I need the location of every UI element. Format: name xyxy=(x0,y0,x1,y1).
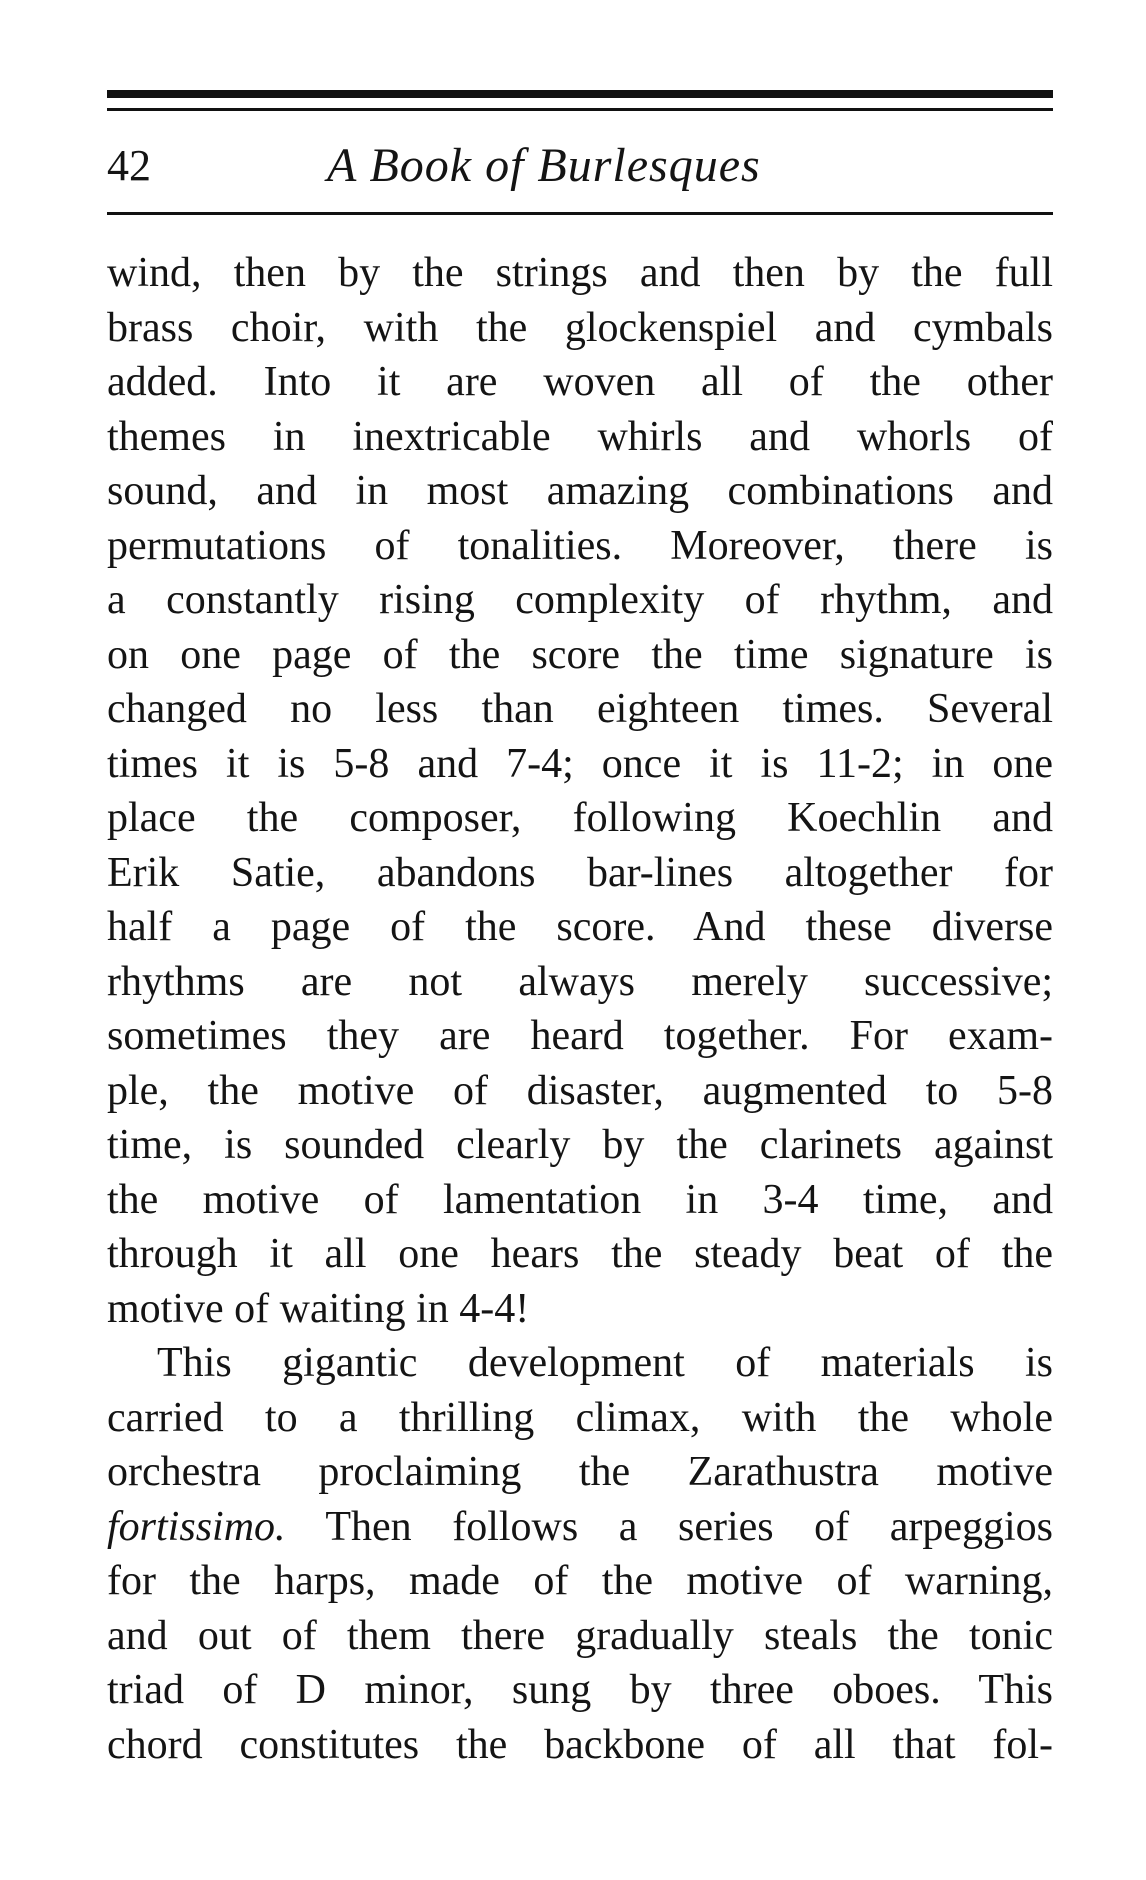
text-line: rhythms are not always merely successive; xyxy=(107,958,1053,1005)
top-rule-thick xyxy=(107,90,1053,98)
text-line: chord constitutes the backbone of all that fol- xyxy=(107,1721,1053,1768)
text-line: a constantly rising complexity of rhythm, and xyxy=(107,577,1053,623)
text-line: time, is sounded clearly by the clarinets against xyxy=(107,1122,1053,1168)
text-line: carried to a thrilling climax, with the whole xyxy=(107,1394,1053,1441)
text-line: permutations of tonalities. Moreover, there is xyxy=(107,522,1053,569)
text-line: times it is 5-8 and 7-4; once it is 11-2; in one xyxy=(107,740,1053,787)
body-text xyxy=(107,246,1053,1772)
text-line: half a page of the score. And these diverse xyxy=(107,904,1053,950)
text-line: place the composer, following Koechlin and xyxy=(107,795,1053,841)
text-line: sometimes they are heard together. For exam- xyxy=(107,1013,1053,1059)
text-line: wind, then by the strings and then by the full xyxy=(107,250,1053,296)
text-line: and out of them there gradually steals the tonic xyxy=(107,1612,1053,1659)
top-rule-thin xyxy=(107,108,1053,111)
header-rule xyxy=(107,212,1053,215)
text-line: triad of D minor, sung by three oboes. This xyxy=(107,1667,1053,1713)
text-line: Erik Satie, abandons bar-lines altogether for xyxy=(107,849,1053,896)
text-line: sound, and in most amazing combinations and xyxy=(107,468,1053,514)
text-line: for the harps, made of the motive of warning, xyxy=(107,1558,1053,1604)
text-line: the motive of lamentation in 3-4 time, and xyxy=(107,1176,1053,1223)
running-header xyxy=(107,132,1053,204)
text-segment: Then follows a series of arpeggios xyxy=(285,1503,1053,1550)
text-line: through it all one hears the steady beat of the xyxy=(107,1231,1053,1277)
text-line: orchestra proclaiming the Zarathustra motive xyxy=(107,1449,1053,1495)
text-line: changed no less than eighteen times. Several xyxy=(107,686,1053,732)
running-title: A Book of Burlesques xyxy=(327,139,761,192)
page-number: 42 xyxy=(107,141,151,190)
paragraph-start-line: This gigantic development of materials is xyxy=(157,1340,1053,1386)
text-line: brass choir, with the glockenspiel and cymbals xyxy=(107,304,1053,351)
text-line: on one page of the score the time signature is xyxy=(107,631,1053,678)
text-line: added. Into it are woven all of the other xyxy=(107,359,1053,405)
text-line: themes in inextricable whirls and whorls of xyxy=(107,413,1053,460)
text-line: ple, the motive of disaster, augmented to 5-8 xyxy=(107,1067,1053,1114)
paragraph-end-line: motive of waiting in 4-4! xyxy=(107,1285,530,1332)
text-line-with-italic xyxy=(107,1500,1053,1555)
italic-term: fortissimo. xyxy=(107,1503,286,1550)
